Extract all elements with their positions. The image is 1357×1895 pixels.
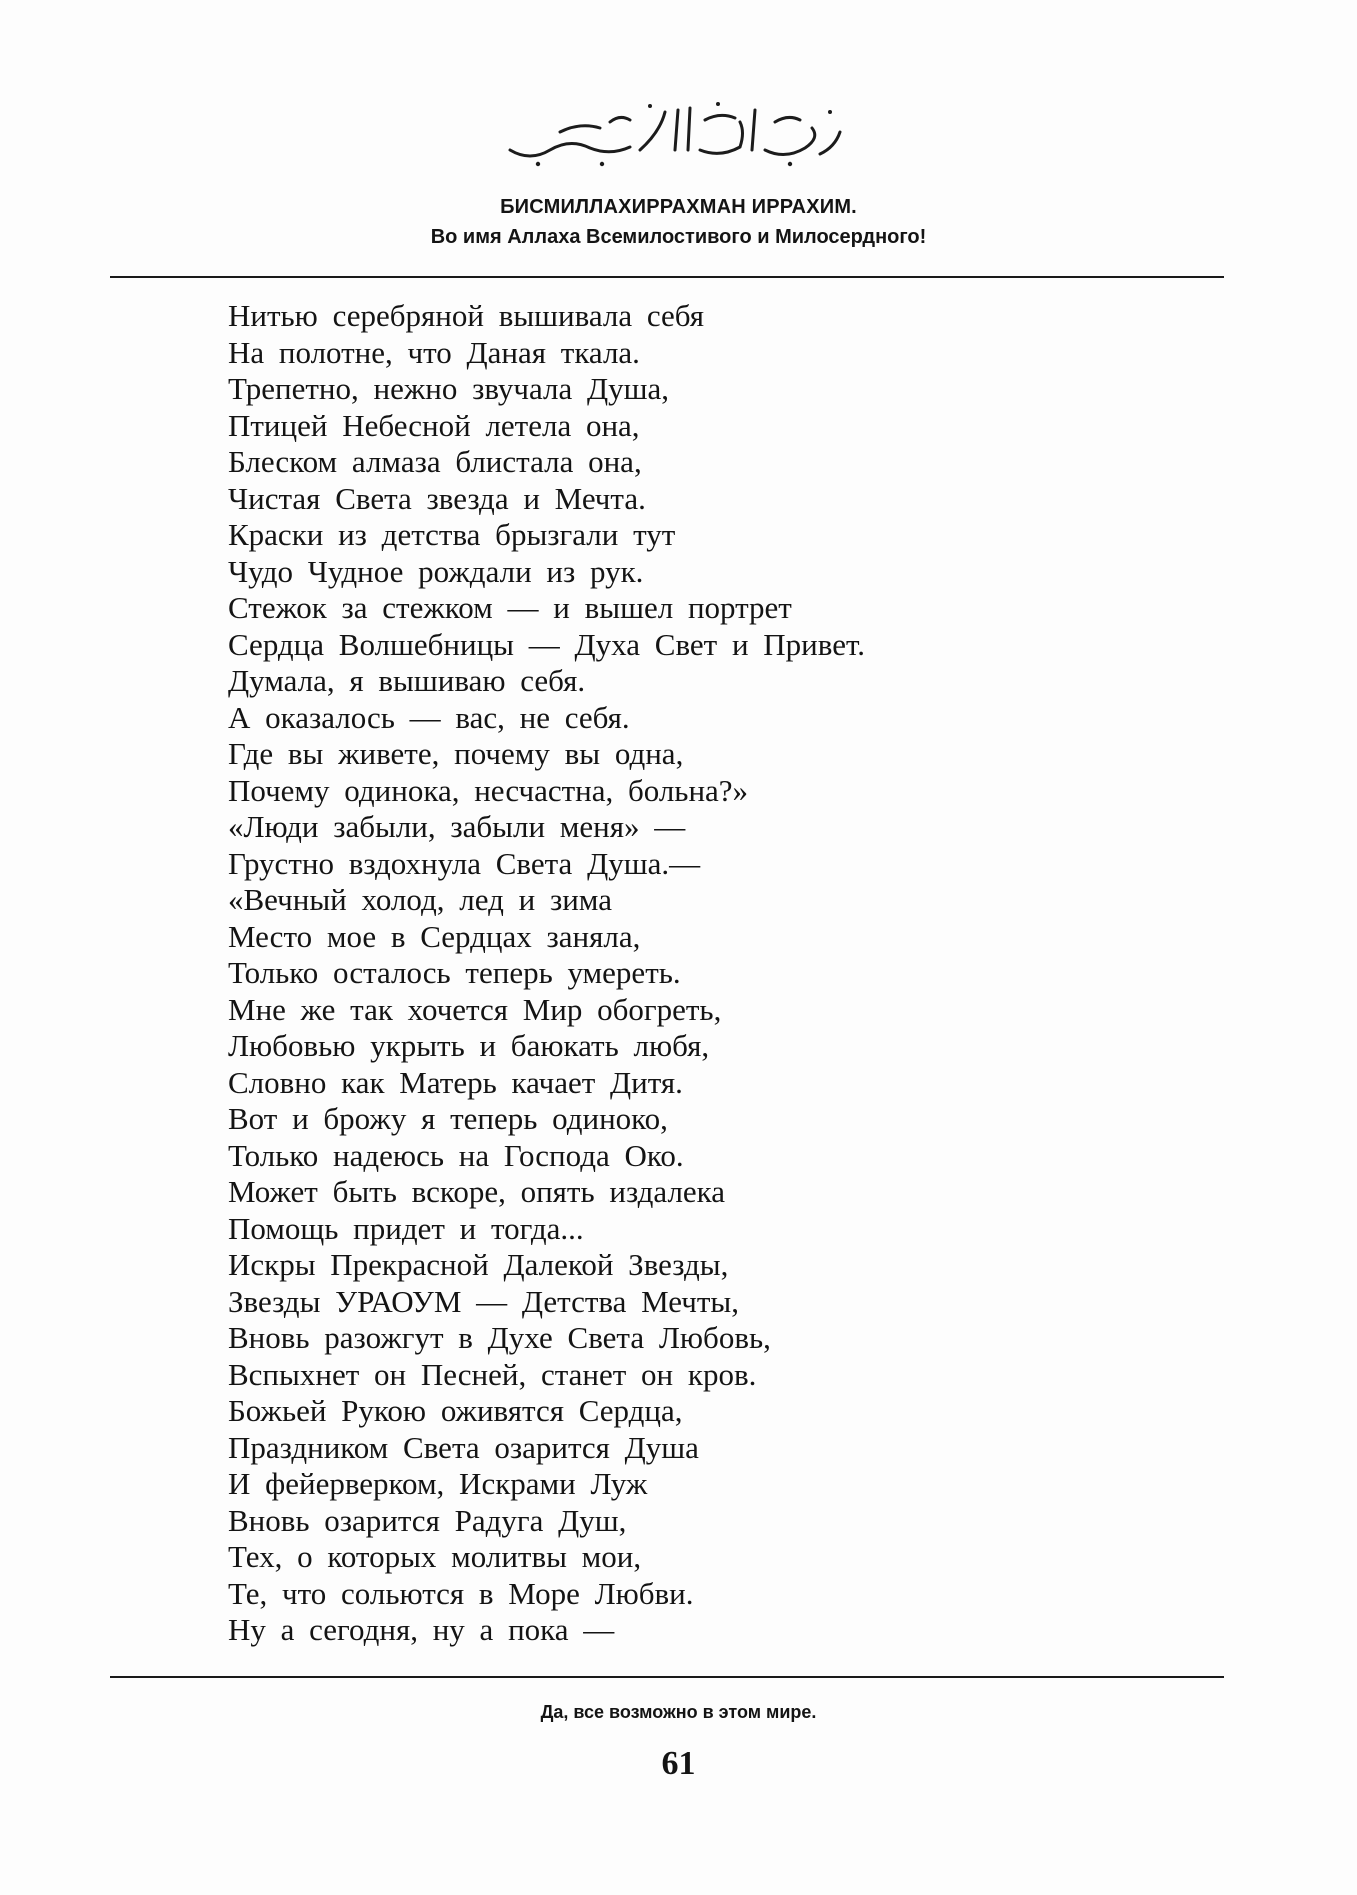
poem-line: Помощь придет и тогда... xyxy=(228,1210,584,1246)
poem-line: А оказалось — вас, не себя. xyxy=(228,699,630,735)
page-header-title: БИСМИЛЛАХИРРАХМАН ИРРАХИМ. xyxy=(500,196,857,218)
poem-line: Вновь озарится Радуга Душ, xyxy=(228,1502,627,1538)
poem-line: Грустно вздохнула Света Душа.— xyxy=(228,845,701,881)
bismillah-calligraphy-icon xyxy=(490,92,850,172)
poem-line: Думала, я вышиваю себя. xyxy=(228,663,586,698)
poem-line: Мне же так хочется Мир обогреть, xyxy=(228,991,722,1027)
bottom-divider xyxy=(110,1676,1224,1678)
poem-line: Может быть вскоре, опять издалека xyxy=(228,1174,726,1209)
poem-line: Только осталось теперь умереть. xyxy=(228,955,681,990)
top-divider xyxy=(110,276,1224,278)
poem-line: Вспыхнет он Песней, станет он кров. xyxy=(228,1356,757,1392)
poem-line: Блеском алмаза блистала она, xyxy=(228,444,642,479)
poem-line: Стежок за стежком — и вышел портрет xyxy=(228,590,792,625)
poem-line: Любовью укрыть и баюкать любя, xyxy=(228,1028,710,1063)
poem-line: Птицей Небесной летела она, xyxy=(228,407,640,443)
poem-line: Звезды УРАОУМ — Детства Мечты, xyxy=(228,1283,739,1319)
poem-line: Вот и брожу я теперь одиноко, xyxy=(228,1101,668,1136)
poem-line: Где вы живете, почему вы одна, xyxy=(228,736,684,771)
poem-line: Тех, о которых молитвы мои, xyxy=(228,1539,642,1574)
poem-line: Праздником Света озарится Душа xyxy=(228,1429,699,1465)
poem-line: Ну а сегодня, ну а пока — xyxy=(228,1612,615,1647)
poem-line: На полотне, что Даная ткала. xyxy=(228,334,640,370)
poem-line: Нитью серебряной вышивала себя xyxy=(228,298,705,333)
footer-note: Да, все возможно в этом мире. xyxy=(540,1702,817,1722)
poem-line: Словно как Матерь качает Дитя. xyxy=(228,1064,683,1100)
poem-line: Вновь разожгут в Духе Света Любовь, xyxy=(228,1320,771,1355)
poem-line: Краски из детства брызгали тут xyxy=(228,517,676,552)
poem-text xyxy=(228,298,1188,1649)
poem-line: Почему одинока, несчастна, больна?» xyxy=(228,772,749,808)
poem-line: Божьей Рукою оживятся Сердца, xyxy=(228,1393,683,1428)
poem-line: Сердца Волшебницы — Духа Свет и Привет. xyxy=(228,626,865,662)
poem-line: «Люди забыли, забыли меня» — xyxy=(228,809,686,844)
poem-line: Только надеюсь на Господа Око. xyxy=(228,1137,684,1173)
poem-line: Чистая Света звезда и Мечта. xyxy=(228,480,646,516)
poem-line: Место мое в Сердцах заняла, xyxy=(228,918,641,954)
poem-line: И фейерверком, Искрами Луж xyxy=(228,1466,648,1501)
poem-line: «Вечный холод, лед и зима xyxy=(228,882,612,917)
page-number: 61 xyxy=(661,1745,696,1782)
poem-line: Те, что сольются в Море Любви. xyxy=(228,1575,694,1611)
poem-line: Искры Прекрасной Далекой Звезды, xyxy=(228,1247,729,1282)
poem-line: Трепетно, нежно звучала Душа, xyxy=(228,371,670,406)
poem-line: Чудо Чудное рождали из рук. xyxy=(228,553,644,589)
page-header-subtitle: Во имя Аллаха Всемилостивого и Милосердного! xyxy=(430,226,927,248)
